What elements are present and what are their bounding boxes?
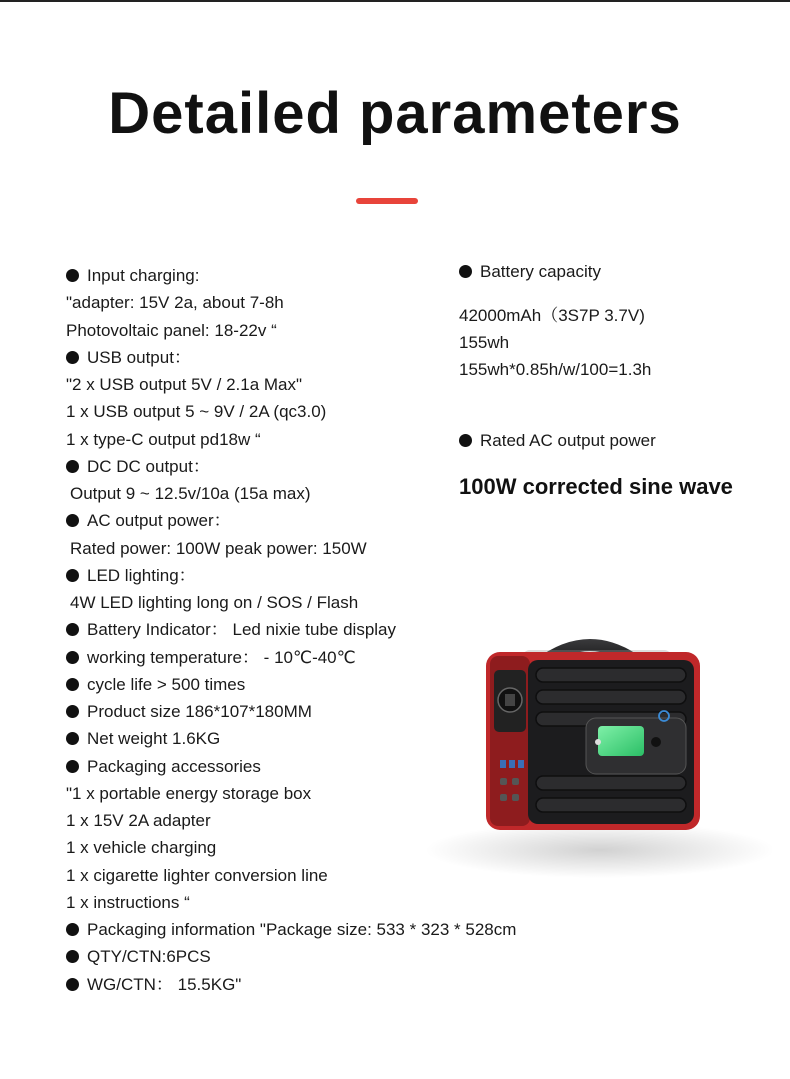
spec-text: Product size 186*107*180MM	[87, 702, 312, 721]
accent-bar	[356, 198, 418, 204]
ac-output-heading	[459, 431, 656, 451]
spec-text: USB output：	[87, 347, 191, 367]
bullet-icon	[66, 978, 79, 991]
page-title: Detailed parameters	[108, 81, 682, 146]
bullet-icon	[66, 623, 79, 636]
spec-text: "adapter: 15V 2a, about 7-8h	[66, 293, 284, 313]
spec-text: Rated power: 100W peak power: 150W	[70, 538, 367, 558]
spec-text: LED lighting：	[87, 565, 196, 585]
spec-bullet-item	[66, 507, 606, 534]
spec-text: Packaging accessories	[87, 756, 261, 776]
spec-detail-line	[66, 589, 606, 616]
spec-bullet-item	[66, 971, 606, 998]
spec-text: AC output power：	[87, 511, 231, 531]
spec-text: cycle life > 500 times	[87, 674, 246, 694]
spec-text: Packaging information "Package size: 533 * 323 * 528cm	[87, 920, 517, 939]
spec-text: Net weight 1.6KG	[87, 729, 221, 749]
battery-line: 42000mAh（3S7P 3.7V)	[459, 306, 645, 325]
bullet-icon	[459, 265, 472, 278]
top-rule	[0, 0, 790, 2]
spec-text: 1 x instructions “	[66, 892, 190, 912]
spec-text: working temperature： - 10℃-40℃	[87, 647, 356, 667]
spec-text: "2 x USB output 5V / 2.1a Max"	[66, 375, 303, 394]
spec-detail-line	[66, 535, 606, 562]
bullet-icon	[459, 434, 472, 447]
ac-output-value: 100W corrected sine wave	[459, 474, 733, 499]
spec-text: Battery Indicator： Led nixie tube display	[87, 620, 397, 640]
battery-capacity-label: Battery capacity	[480, 262, 601, 281]
spec-text: DC DC output：	[87, 456, 210, 476]
bullet-icon	[66, 514, 79, 527]
bullet-icon	[66, 569, 79, 582]
bullet-icon	[66, 705, 79, 718]
bullet-icon	[66, 732, 79, 745]
bullet-icon	[66, 760, 79, 773]
spec-text: Input charging:	[87, 266, 200, 285]
battery-capacity-values	[459, 302, 651, 383]
battery-line: 155wh*0.85h/w/100=1.3h	[459, 360, 652, 379]
bullet-icon	[66, 923, 79, 936]
spec-text: QTY/CTN:6PCS	[87, 947, 211, 967]
spec-text: "1 x portable energy storage box	[66, 783, 312, 803]
spec-detail-line	[66, 398, 606, 425]
battery-line: 155wh	[459, 333, 510, 352]
spec-text: 4W LED lighting long on / SOS / Flash	[70, 593, 359, 612]
bullet-icon	[66, 351, 79, 364]
spec-text: 1 x USB output 5 ~ 9V / 2A (qc3.0)	[66, 402, 327, 422]
spec-bullet-item	[66, 562, 606, 589]
spec-text: 1 x 15V 2A adapter	[66, 811, 211, 830]
bullet-icon	[66, 678, 79, 691]
bullet-icon	[66, 651, 79, 664]
bullet-icon	[66, 950, 79, 963]
spec-bullet-item	[66, 943, 606, 970]
spec-bullet-item	[66, 916, 606, 943]
power-station-product-image	[400, 620, 772, 882]
bullet-icon	[66, 460, 79, 473]
bullet-icon	[66, 269, 79, 282]
spec-text: 1 x type-C output pd18w “	[66, 429, 261, 449]
spec-detail-line	[66, 889, 606, 916]
spec-text: 1 x cigarette lighter conversion line	[66, 865, 328, 885]
spec-text: WG/CTN： 15.5KG"	[87, 974, 242, 994]
spec-text: Photovoltaic panel: 18-22v “	[66, 320, 277, 340]
spec-text: 1 x vehicle charging	[66, 838, 217, 858]
battery-capacity-heading	[459, 262, 601, 282]
spec-text: Output 9 ~ 12.5v/10a (15a max)	[70, 484, 311, 503]
ac-output-label: Rated AC output power	[480, 431, 656, 450]
